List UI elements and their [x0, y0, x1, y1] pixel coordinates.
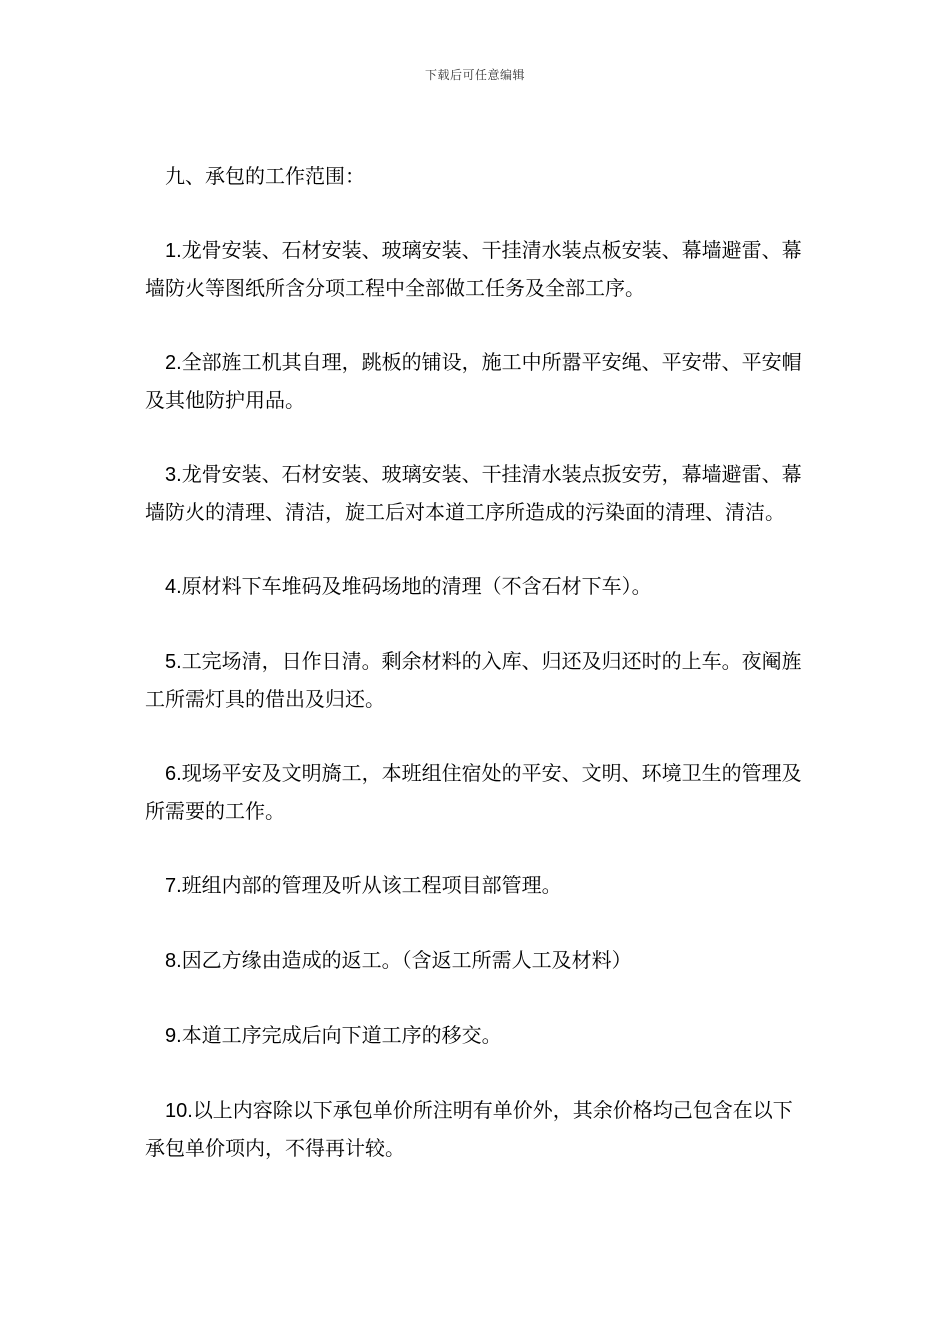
list-item — [145, 867, 810, 905]
item-text: 因乙方缘由造成的返工。（含返工所需人工及材料） — [181, 948, 632, 972]
item-text: 龙骨安装、石材安装、玻璃安装、干挂清水装点扳安劳，幕墙避雷、幕墙防火的清理、清洁，旋工后对本道工序所造成的污染面的清理、清洁。 — [145, 462, 802, 524]
list-item — [145, 755, 810, 830]
item-number: 9. — [165, 1025, 182, 1047]
list-item — [145, 1017, 810, 1055]
item-text: 本道工序完成后向下道工序的移交。 — [181, 1023, 502, 1047]
list-item — [145, 344, 810, 419]
item-text: 班组内部的管理及听从该工程项目部管理。 — [181, 873, 562, 897]
document-body — [145, 158, 810, 1204]
list-item — [145, 643, 810, 718]
list-item — [145, 232, 810, 307]
item-number: 4. — [165, 576, 182, 598]
item-text: 以上内容除以下承包单价所注明有单价外，其余价格均己包含在以下承包单价项内，不得再计较。 — [145, 1098, 793, 1160]
item-text: 工完场清，日作日清。剩余材料的入库、归还及归还时的上车。夜阉旌工所需灯具的借出及归还。 — [145, 649, 802, 711]
item-number: 6. — [165, 763, 182, 785]
item-number: 5. — [165, 651, 182, 673]
item-number: 3. — [165, 464, 182, 486]
item-number: 2. — [165, 352, 182, 374]
item-number: 8. — [165, 950, 182, 972]
item-text: 全部旌工机其自理，跳板的铺设，施工中所嚣平安绳、平安带、平安帽及其他防护用品。 — [145, 350, 802, 412]
item-text: 现场平安及文明旖工，本班组住宿处的平安、文明、环境卫生的管理及所需要的工作。 — [145, 761, 802, 823]
item-text: 龙骨安装、石材安装、玻璃安装、干挂清水装点板安装、幕墙避雷、幕墙防火等图纸所含分项工程中全部做工任务及全部工序。 — [145, 238, 802, 300]
list-item — [145, 942, 810, 980]
item-text: 原材料下车堆码及堆码场地的清理（不含石材下车）。 — [181, 574, 652, 598]
list-item — [145, 1092, 810, 1167]
section-title: 九、承包的工作范围： — [165, 164, 365, 188]
list-item — [145, 456, 810, 531]
item-number: 10. — [165, 1100, 193, 1122]
item-number: 1. — [165, 240, 182, 262]
item-number: 7. — [165, 875, 182, 897]
header-note: 下载后可任意编辑 — [424, 68, 525, 82]
list-item — [145, 568, 810, 606]
